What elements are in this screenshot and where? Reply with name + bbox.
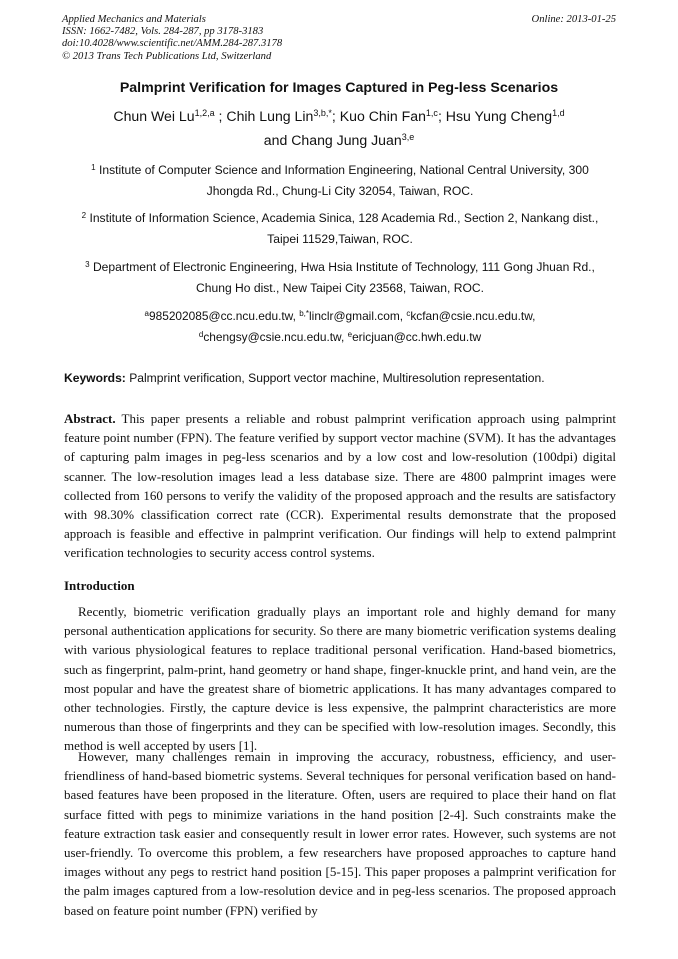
email-line-2 (64, 327, 616, 348)
author-line-1 (0, 104, 678, 128)
author-separator: ; (214, 108, 227, 124)
affiliation-number: 3 (85, 260, 90, 269)
author-name: Kuo Chin Fan (339, 108, 426, 124)
email-superscript: d (198, 330, 204, 339)
email-address: ericjuan@cc.hwh.edu.tw (352, 330, 482, 344)
doi-line: doi:10.4028/www.scientific.net/AMM.284-287.3178 (62, 38, 283, 50)
issn-line: ISSN: 1662-7482, Vols. 284-287, pp 3178-3183 (62, 26, 264, 38)
keywords-label: Keywords: (64, 371, 126, 385)
email-superscript: b,* (299, 309, 310, 318)
author-name: Chih Lung Lin (226, 108, 314, 124)
author-superscript: 1,2,a (194, 108, 215, 118)
author-name: Chun Wei Lu (113, 108, 195, 124)
affiliation-text: Chung Ho dist., New Taipei City 23568, Taiwan, ROC. (196, 281, 484, 295)
paper-title: Palmprint Verification for Images Captured in Peg-less Scenarios (119, 80, 559, 96)
affiliation-text: Institute of Computer Science and Information Engineering, National Central University, 300 (98, 163, 589, 177)
email-superscript: e (347, 330, 353, 339)
copyright-line: © 2013 Trans Tech Publications Ltd, Switzerland (62, 50, 272, 62)
affiliation-2 (64, 208, 616, 250)
affiliation-number: 1 (91, 163, 96, 172)
affiliation-text: Institute of Information Science, Academia Sinica, 128 Academia Rd., Section 2, Nankang dist., (89, 211, 599, 225)
affiliation-1 (64, 160, 616, 202)
affiliation-text: Department of Electronic Engineering, Hwa Hsia Institute of Technology, 111 Gong Jhuan Rd., (92, 260, 595, 274)
abstract (64, 409, 616, 563)
journal-name: Applied Mechanics and Materials (62, 14, 206, 25)
keywords-text: Palmprint verification, Support vector machine, Multiresolution representation. (125, 371, 545, 385)
email-superscript: c (406, 309, 411, 318)
author-superscript: 3,e (401, 132, 415, 142)
abstract-text: This paper presents a reliable and robust palmprint verification approach using palmprint feature point number (FPN). The feature verified by support vector machine (SVM). It has the advantages of capturing palm images in peg-less scenarios and by a low cost and low-resolution (100dpi) digital scanner. The low-resolution images lead a less database size. There are 4800 palmprint images were collected from 160 persons to verify the validity of the proposed approach and the results are satisfactory with 98.30% classification correct rate (CCR). Experimental results demonstrate that the proposed approach is feasible and effective in palmprint verification. Our findings will help to extend palmprint verification technologies to security access control systems. (64, 411, 616, 561)
intro-paragraph-2: However, many challenges remain in improving the accuracy, robustness, efficiency, and user-friendliness of hand-based biometric systems. Several techniques for personal verification based on hand-based features have been proposed in the literature. Often, users are required to place their hand on flat surface fitted with pegs to minimize variations in the hand position [2-4]. Such constraints make the feature extraction task easier and consequently result in lower error rates. However, such systems are not user-friendly. To overcome this problem, a few researchers have proposed approaches to capture hand images without any pegs to restrict hand position [5-15]. This paper proposes a palmprint verification for the palm images captured from a low-resolution device and in peg-less scenarios. The proposed approach based on feature point number (FPN) verified by (64, 749, 616, 918)
author-superscript: 3,b,* (313, 108, 332, 118)
affiliation-3 (64, 257, 616, 299)
email-line-1 (64, 306, 616, 327)
online-date: Online: 2013-01-25 (531, 14, 616, 25)
email-address: 985202085@cc.ncu.edu.tw, (148, 309, 300, 323)
intro-paragraph-1: Recently, biometric verification gradually plays an important role and highly demand for many personal authentication applications for security. So there are many biometric verification systems dealing with various physiological features to replace traditional personal verification. Hand-based biometrics, such as fingerprint, palm-print, hand geometry or hand shape, finger-knuckle print, and hand vein, are the most popular and have the greatest share of biometric applications. It has many advantages compared to other technologies. Firstly, the capture device is less expensive, the palmprint characteristics are more numerous than those of fingerprints and they can be specified with low-resolution images. Secondly, this method is well accepted by users [1]. (64, 604, 616, 754)
introduction-heading: Introduction (64, 578, 135, 593)
affiliation-text: Jhongda Rd., Chung-Li City 32054, Taiwan, ROC. (206, 184, 474, 198)
email-block (64, 306, 616, 348)
keywords (64, 371, 616, 385)
affiliation-text: Taipei 11529,Taiwan, ROC. (267, 232, 413, 246)
email-address: kcfan@csie.ncu.edu.tw, (410, 309, 536, 323)
abstract-label: Abstract. (64, 411, 116, 426)
author-superscript: 1,d (552, 108, 565, 118)
journal-header (62, 14, 616, 63)
email-superscript: a (144, 309, 149, 318)
author-name: Hsu Yung Cheng (445, 108, 553, 124)
affiliation-number: 2 (81, 211, 87, 220)
author-name: and Chang Jung Juan (263, 132, 402, 148)
author-separator: ; (331, 108, 340, 124)
author-line-2 (0, 128, 678, 152)
author-superscript: 1,c (425, 108, 438, 118)
author-separator: ; (437, 108, 446, 124)
email-address: chengsy@csie.ncu.edu.tw, (203, 330, 348, 344)
email-address: linclr@gmail.com, (309, 309, 407, 323)
